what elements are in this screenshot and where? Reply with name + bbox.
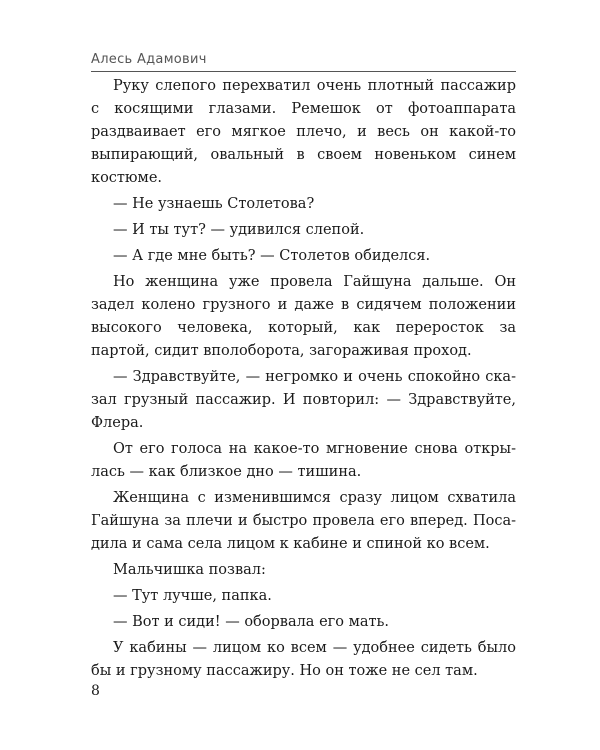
paragraph: У кабины — лицом ко всем — удобнее сидеть было бы и грузному пассажиру. Но он тоже не сел там.: [91, 640, 516, 679]
paragraph: Руку слепого перехватил очень плотный пассажир с косящими глазами. Ремешок от фотоаппарата раздваивает его мягкое плечо, и весь он какой-то выпирающий, овальный в своем новеньком синем костюме.: [91, 78, 516, 186]
paragraph: — А где мне быть? — Столетов обиделся.: [113, 248, 431, 264]
paragraph: — Вот и сиди! — оборвала его мать.: [113, 614, 390, 630]
author-name: Алесь Адамович: [91, 52, 207, 67]
paragraph: От его голоса на какое-то мгновение снова открылась — как близкое дно — тишина.: [91, 441, 516, 480]
paragraph: — И ты тут? — удивился слепой.: [113, 222, 365, 238]
paragraph: — Тут лучше, папка.: [113, 588, 272, 604]
paragraph: Женщина с изменившимся сразу лицом схватила Гайшуна за плечи и быстро провела его вперед. Посадила и сама села лицом к кабине и спиной ко всем.: [91, 490, 516, 552]
paragraph: — Не узнаешь Столетова?: [113, 196, 315, 212]
paragraph: Мальчишка позвал:: [113, 562, 266, 578]
body-text: [91, 75, 516, 686]
paragraph: — Здравствуйте, — негромко и очень спокойно сказал грузный пассажир. И повторил: — Здравствуйте, Флера.: [91, 369, 516, 431]
page-number: 8: [91, 683, 100, 699]
running-header: [91, 48, 516, 72]
paragraph: Но женщина уже провела Гайшуна дальше. Он задел колено грузного и даже в сидячем положении высокого человека, который, как переросток за партой, сидит вполоборота, загораживая проход.: [91, 274, 516, 359]
